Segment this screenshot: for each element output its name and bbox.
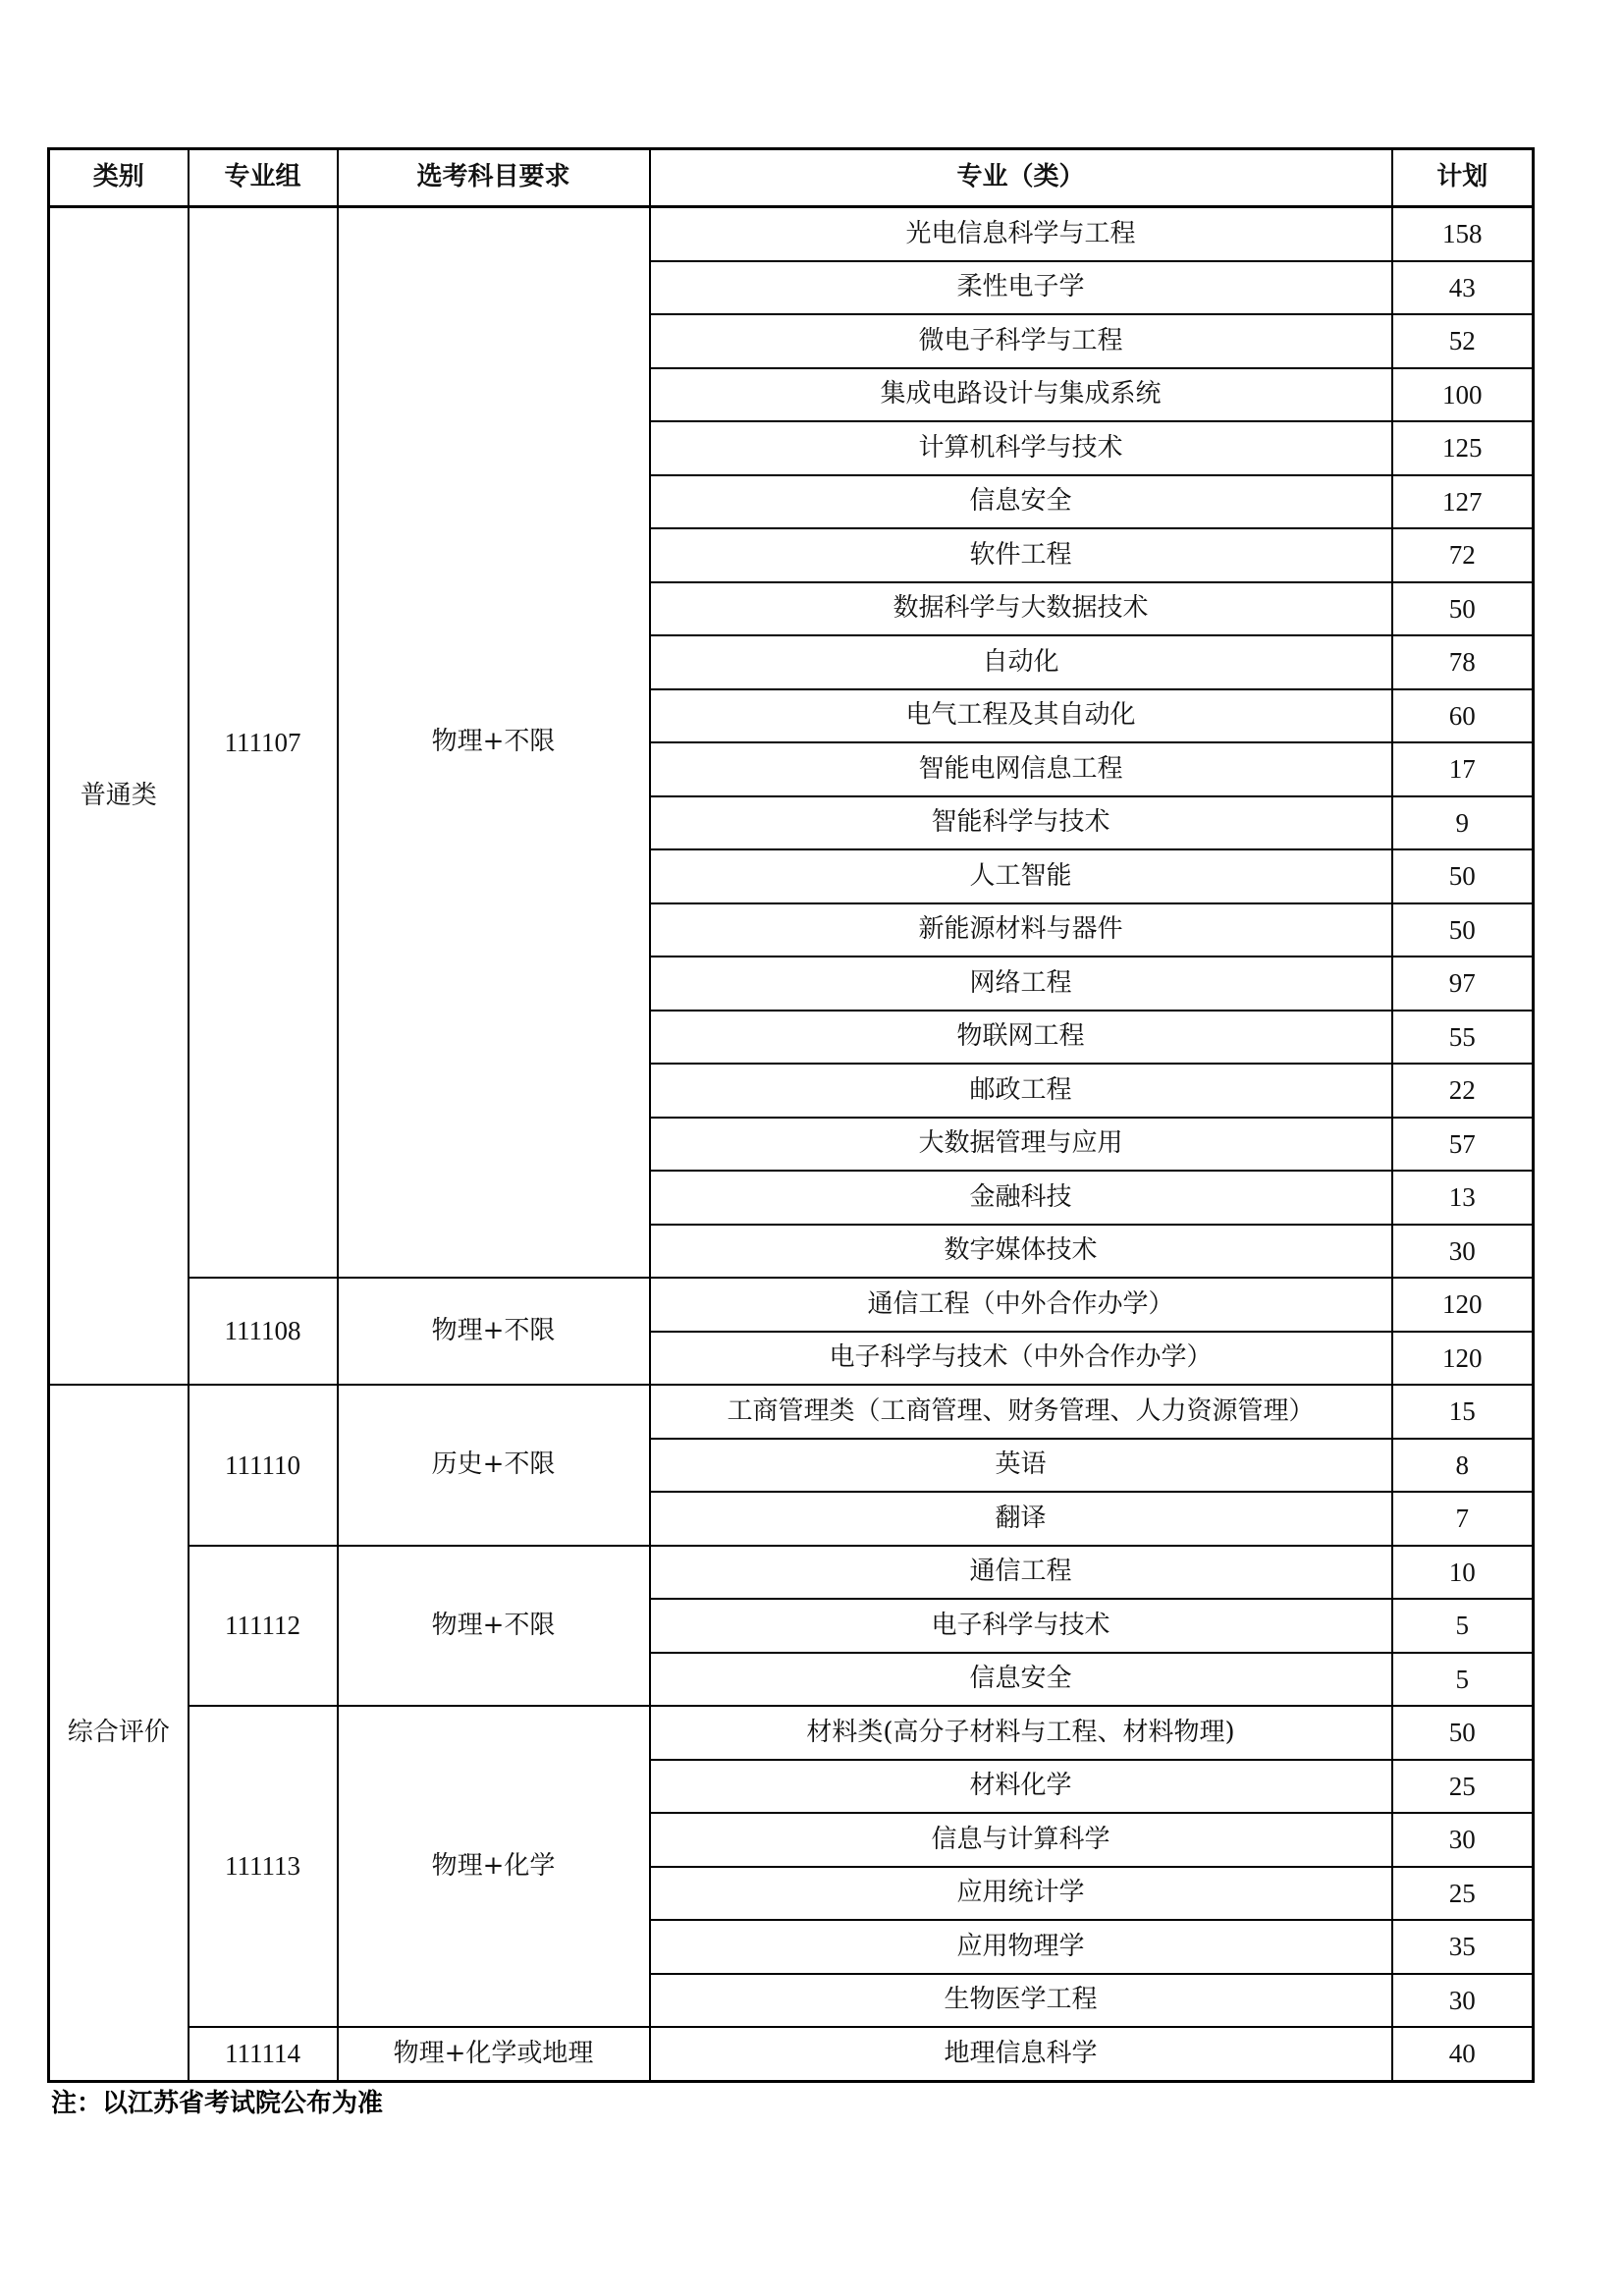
major-cell: 柔性电子学 — [650, 261, 1392, 315]
table-row — [49, 207, 1534, 261]
plan-cell: 50 — [1392, 849, 1534, 903]
plan-cell: 78 — [1392, 635, 1534, 689]
major-cell: 电子科学与技术（中外合作办学） — [650, 1332, 1392, 1386]
plan-cell: 9 — [1392, 796, 1534, 850]
plan-cell: 125 — [1392, 421, 1534, 475]
plan-cell: 127 — [1392, 475, 1534, 529]
plan-cell: 55 — [1392, 1011, 1534, 1065]
group-code-cell: 111108 — [189, 1278, 338, 1385]
plan-cell: 97 — [1392, 957, 1534, 1011]
plan-cell: 8 — [1392, 1439, 1534, 1493]
major-cell: 电子科学与技术 — [650, 1599, 1392, 1653]
requirement-cell: 物理+不限 — [338, 207, 650, 1279]
plan-cell: 120 — [1392, 1332, 1534, 1386]
major-cell: 软件工程 — [650, 528, 1392, 582]
major-cell: 物联网工程 — [650, 1011, 1392, 1065]
plan-cell: 35 — [1392, 1920, 1534, 1974]
major-cell: 大数据管理与应用 — [650, 1118, 1392, 1172]
major-cell: 生物医学工程 — [650, 1974, 1392, 2028]
group-code-cell: 111112 — [189, 1546, 338, 1707]
requirement-cell: 物理+化学或地理 — [338, 2027, 650, 2081]
major-cell: 邮政工程 — [650, 1064, 1392, 1118]
header-category: 类别 — [49, 149, 189, 207]
group-code-cell: 111113 — [189, 1706, 338, 2027]
category-cell: 综合评价 — [49, 1385, 189, 2081]
plan-cell: 5 — [1392, 1653, 1534, 1707]
major-cell: 应用物理学 — [650, 1920, 1392, 1974]
plan-cell: 72 — [1392, 528, 1534, 582]
major-cell: 工商管理类（工商管理、财务管理、人力资源管理） — [650, 1385, 1392, 1439]
major-cell: 信息安全 — [650, 1653, 1392, 1707]
plan-cell: 5 — [1392, 1599, 1534, 1653]
table-row — [49, 1706, 1534, 1760]
plan-cell: 30 — [1392, 1974, 1534, 2028]
major-cell: 电气工程及其自动化 — [650, 689, 1392, 743]
plan-cell: 17 — [1392, 742, 1534, 796]
plan-cell: 30 — [1392, 1813, 1534, 1867]
group-code-cell: 111114 — [189, 2027, 338, 2081]
group-code-cell: 111110 — [189, 1385, 338, 1546]
plan-cell: 25 — [1392, 1867, 1534, 1921]
major-cell: 信息与计算科学 — [650, 1813, 1392, 1867]
header-major: 专业（类） — [650, 149, 1392, 207]
plan-cell: 50 — [1392, 1706, 1534, 1760]
requirement-cell: 物理+不限 — [338, 1546, 650, 1707]
header-plan: 计划 — [1392, 149, 1534, 207]
major-cell: 计算机科学与技术 — [650, 421, 1392, 475]
major-cell: 人工智能 — [650, 849, 1392, 903]
enrollment-plan-table — [47, 147, 1535, 2083]
table-row — [49, 1278, 1534, 1332]
major-cell: 数字媒体技术 — [650, 1225, 1392, 1279]
enrollment-plan-sheet — [47, 147, 1532, 2083]
plan-cell: 120 — [1392, 1278, 1534, 1332]
plan-cell: 50 — [1392, 582, 1534, 636]
plan-cell: 15 — [1392, 1385, 1534, 1439]
header-requirement: 选考科目要求 — [338, 149, 650, 207]
requirement-cell: 物理+不限 — [338, 1278, 650, 1385]
plan-cell: 13 — [1392, 1171, 1534, 1225]
requirement-cell: 历史+不限 — [338, 1385, 650, 1546]
major-cell: 通信工程 — [650, 1546, 1392, 1600]
major-cell: 网络工程 — [650, 957, 1392, 1011]
plan-cell: 43 — [1392, 261, 1534, 315]
major-cell: 通信工程（中外合作办学） — [650, 1278, 1392, 1332]
group-code-cell: 111107 — [189, 207, 338, 1279]
major-cell: 金融科技 — [650, 1171, 1392, 1225]
table-row — [49, 2027, 1534, 2081]
plan-cell: 7 — [1392, 1492, 1534, 1546]
major-cell: 地理信息科学 — [650, 2027, 1392, 2081]
major-cell: 英语 — [650, 1439, 1392, 1493]
table-row — [49, 1546, 1534, 1600]
header-row — [49, 149, 1534, 207]
table-body — [49, 207, 1534, 2082]
major-cell: 材料类(高分子材料与工程、材料物理) — [650, 1706, 1392, 1760]
plan-cell: 52 — [1392, 314, 1534, 368]
major-cell: 数据科学与大数据技术 — [650, 582, 1392, 636]
major-cell: 翻译 — [650, 1492, 1392, 1546]
major-cell: 智能电网信息工程 — [650, 742, 1392, 796]
major-cell: 材料化学 — [650, 1760, 1392, 1814]
plan-cell: 40 — [1392, 2027, 1534, 2081]
plan-cell: 30 — [1392, 1225, 1534, 1279]
plan-cell: 22 — [1392, 1064, 1534, 1118]
major-cell: 集成电路设计与集成系统 — [650, 368, 1392, 422]
major-cell: 光电信息科学与工程 — [650, 207, 1392, 261]
major-cell: 新能源材料与器件 — [650, 903, 1392, 957]
plan-cell: 10 — [1392, 1546, 1534, 1600]
major-cell: 信息安全 — [650, 475, 1392, 529]
plan-cell: 50 — [1392, 903, 1534, 957]
footnote: 注：以江苏省考试院公布为准 — [51, 2089, 384, 2118]
major-cell: 自动化 — [650, 635, 1392, 689]
plan-cell: 60 — [1392, 689, 1534, 743]
category-cell: 普通类 — [49, 207, 189, 1386]
plan-cell: 100 — [1392, 368, 1534, 422]
plan-cell: 25 — [1392, 1760, 1534, 1814]
plan-cell: 57 — [1392, 1118, 1534, 1172]
table-row — [49, 1385, 1534, 1439]
requirement-cell: 物理+化学 — [338, 1706, 650, 2027]
major-cell: 应用统计学 — [650, 1867, 1392, 1921]
major-cell: 微电子科学与工程 — [650, 314, 1392, 368]
plan-cell: 158 — [1392, 207, 1534, 261]
header-group: 专业组 — [189, 149, 338, 207]
major-cell: 智能科学与技术 — [650, 796, 1392, 850]
